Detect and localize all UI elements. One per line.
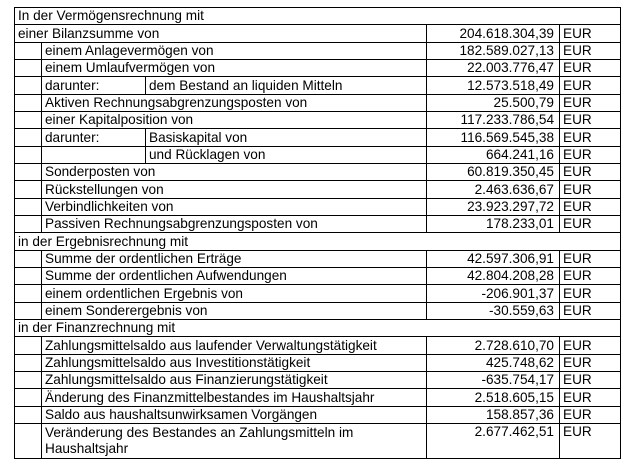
- row-value: 664.241,16: [426, 146, 560, 164]
- row-label: Verbindlichkeiten von: [41, 198, 427, 216]
- row-label: Zahlungsmittelsaldo aus laufender Verwaltungstätigkeit: [41, 336, 427, 355]
- row-label: einer Bilanzsumme von: [14, 24, 427, 43]
- currency-label: EUR: [559, 24, 621, 43]
- row-prefix: darunter:: [41, 76, 146, 95]
- indent-cell: [14, 76, 42, 95]
- row-label: einem Sonderergebnis von: [41, 302, 427, 320]
- currency-label: EUR: [559, 284, 621, 303]
- indent-cell: [14, 336, 42, 355]
- currency-label: EUR: [559, 336, 621, 355]
- row-label: einem Umlaufvermögen von: [41, 59, 427, 77]
- currency-label: EUR: [559, 302, 621, 320]
- row-value: 12.573.518,49: [426, 76, 560, 95]
- currency-label: EUR: [559, 354, 621, 372]
- row-sublabel: dem Bestand an liquiden Mitteln: [145, 76, 427, 95]
- row-value: 2.728.610,70: [426, 336, 560, 355]
- section-heading: in der Finanzrechnung mit: [14, 319, 621, 337]
- row-label: Passiven Rechnungsabgrenzungsposten von: [41, 215, 427, 233]
- row-value: 60.819.350,45: [426, 163, 560, 181]
- row-prefix: [41, 146, 146, 164]
- row-label: Saldo aus haushaltsunwirksamen Vorgängen: [41, 406, 427, 424]
- section-heading: in der Ergebnisrechnung mit: [14, 232, 621, 251]
- row-sublabel: Basiskapital von: [145, 128, 427, 147]
- financial-summary-table: [14, 7, 620, 463]
- row-label: einem Anlagevermögen von: [41, 42, 427, 60]
- indent-cell: [14, 284, 42, 303]
- indent-cell: [14, 198, 42, 216]
- currency-label: EUR: [559, 163, 621, 181]
- row-value: 2.463.636,67: [426, 180, 560, 199]
- row-label: Änderung des Finanzmittelbestandes im Haushaltsjahr: [41, 388, 427, 407]
- row-value: -30.559,63: [426, 302, 560, 320]
- row-label: Veränderung des Bestandes an Zahlungsmitteln im Haushaltsjahr: [41, 423, 427, 459]
- indent-cell: [14, 388, 42, 407]
- row-value: 116.569.545,38: [426, 128, 560, 147]
- currency-label: EUR: [559, 146, 621, 164]
- currency-label: EUR: [559, 94, 621, 112]
- row-value: -206.901,37: [426, 284, 560, 303]
- row-label: Aktiven Rechnungsabgrenzungsposten von: [41, 94, 427, 112]
- row-value: 23.923.297,72: [426, 198, 560, 216]
- row-label: einer Kapitalposition von: [41, 111, 427, 129]
- row-label: Sonderposten von: [41, 163, 427, 181]
- indent-cell: [14, 111, 42, 129]
- row-sublabel: und Rücklagen von: [145, 146, 427, 164]
- row-value: 158.857,36: [426, 406, 560, 424]
- indent-cell: [14, 128, 42, 147]
- row-value: 22.003.776,47: [426, 59, 560, 77]
- indent-cell: [14, 302, 42, 320]
- indent-cell: [14, 180, 42, 199]
- row-value: 182.589.027,13: [426, 42, 560, 60]
- currency-label: EUR: [559, 42, 621, 60]
- row-label: Zahlungsmittelsaldo aus Finanzierungstätigkeit: [41, 371, 427, 389]
- currency-label: EUR: [559, 128, 621, 147]
- currency-label: EUR: [559, 423, 621, 459]
- row-value: 178.233,01: [426, 215, 560, 233]
- row-value: 425.748,62: [426, 354, 560, 372]
- currency-label: EUR: [559, 215, 621, 233]
- indent-cell: [14, 146, 42, 164]
- row-value: 117.233.786,54: [426, 111, 560, 129]
- currency-label: EUR: [559, 388, 621, 407]
- currency-label: EUR: [559, 250, 621, 268]
- indent-cell: [14, 371, 42, 389]
- row-label: Summe der ordentlichen Erträge: [41, 250, 427, 268]
- row-value: -635.754,17: [426, 371, 560, 389]
- indent-cell: [14, 250, 42, 268]
- row-value: 2.677.462,51: [426, 423, 560, 459]
- indent-cell: [14, 267, 42, 285]
- currency-label: EUR: [559, 180, 621, 199]
- currency-label: EUR: [559, 76, 621, 95]
- row-value: 25.500,79: [426, 94, 560, 112]
- row-label: Rückstellungen von: [41, 180, 427, 199]
- currency-label: EUR: [559, 111, 621, 129]
- indent-cell: [14, 423, 42, 459]
- indent-cell: [14, 163, 42, 181]
- row-label: Summe der ordentlichen Aufwendungen: [41, 267, 427, 285]
- indent-cell: [14, 42, 42, 60]
- row-prefix: darunter:: [41, 128, 146, 147]
- indent-cell: [14, 215, 42, 233]
- indent-cell: [14, 406, 42, 424]
- row-value: 42.804.208,28: [426, 267, 560, 285]
- currency-label: EUR: [559, 198, 621, 216]
- row-value: 2.518.605,15: [426, 388, 560, 407]
- row-value: 42.597.306,91: [426, 250, 560, 268]
- indent-cell: [14, 94, 42, 112]
- indent-cell: [14, 59, 42, 77]
- currency-label: EUR: [559, 371, 621, 389]
- currency-label: EUR: [559, 406, 621, 424]
- currency-label: EUR: [559, 59, 621, 77]
- currency-label: EUR: [559, 267, 621, 285]
- section-heading: In der Vermögensrechnung mit: [14, 7, 621, 25]
- row-label: Zahlungsmittelsaldo aus Investitionstätigkeit: [41, 354, 427, 372]
- indent-cell: [14, 354, 42, 372]
- row-label: einem ordentlichen Ergebnis von: [41, 284, 427, 303]
- row-value: 204.618.304,39: [426, 24, 560, 43]
